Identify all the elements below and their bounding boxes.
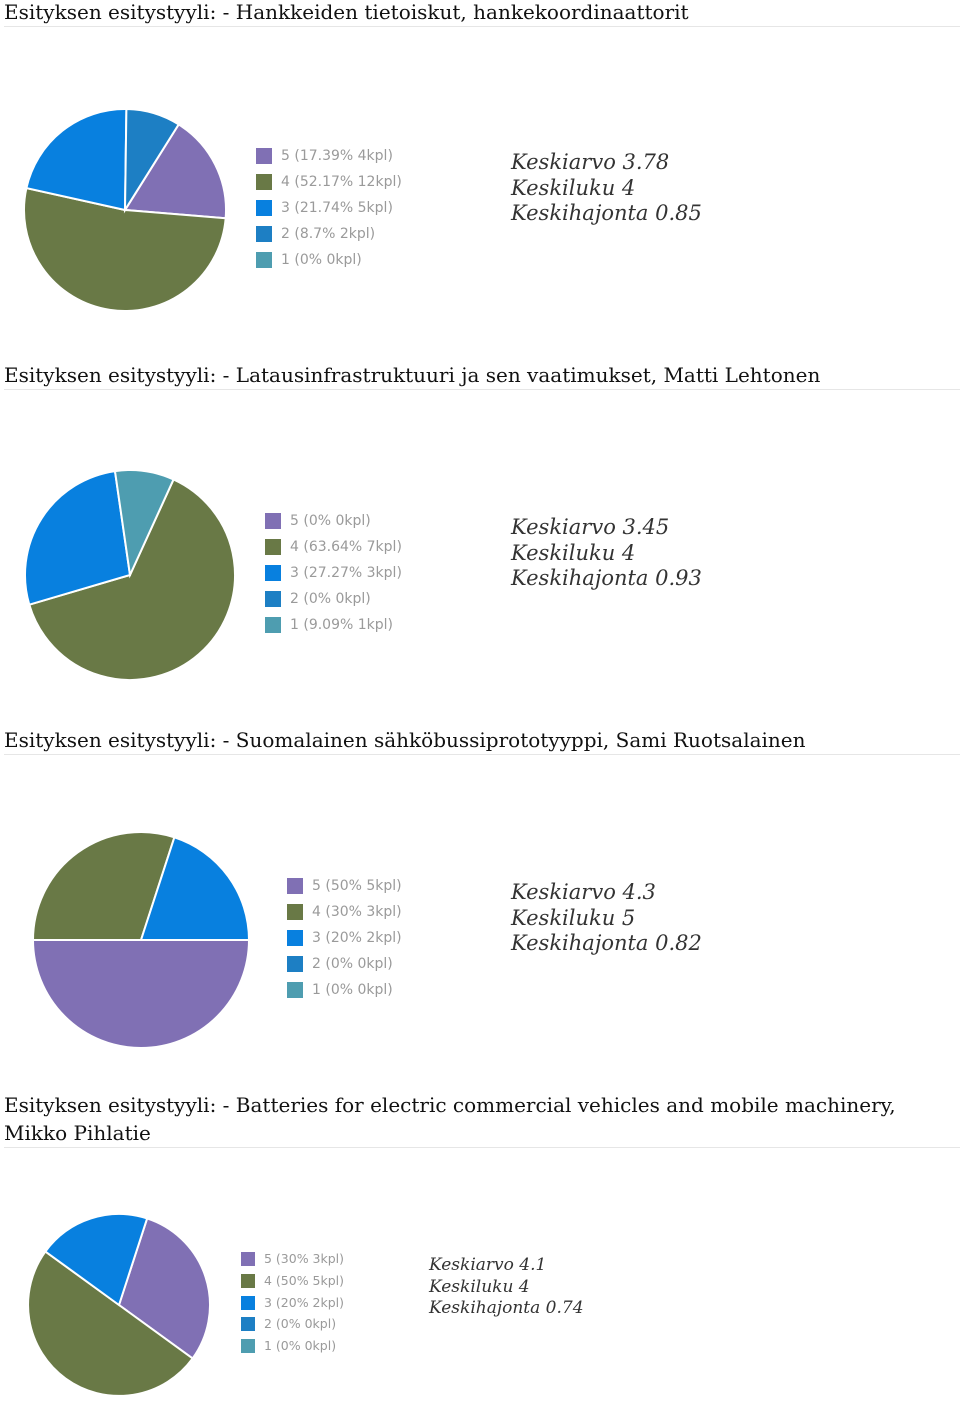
legend-label: 3 (20% 2kpl)	[312, 930, 402, 946]
legend-label: 3 (27.27% 3kpl)	[290, 565, 402, 581]
legend-label: 2 (0% 0kpl)	[312, 956, 393, 972]
legend-label: 2 (0% 0kpl)	[264, 1316, 337, 1332]
legend-label: 5 (30% 3kpl)	[264, 1251, 345, 1266]
stat-keskihajonta: Keskihajonta 0.82	[511, 931, 702, 955]
stat-keskiarvo: Keskiarvo 4.1	[429, 1255, 547, 1275]
section-title-3: Esityksen esitystyyli: - Suomalainen sähköbussiprototyyppi, Sami Ruotsalainen	[4, 726, 960, 755]
legend-label: 4 (52.17% 12kpl)	[281, 174, 402, 190]
stat-keskiarvo: Keskiarvo 3.78	[511, 150, 670, 174]
stats-4	[429, 1255, 584, 1320]
stat-keskihajonta: Keskihajonta 0.93	[511, 566, 702, 590]
legend-label: 5 (17.39% 4kpl)	[281, 148, 393, 164]
legend-label: 3 (21.74% 5kpl)	[281, 200, 393, 216]
stat-keskiluku: Keskiluku 5	[511, 905, 636, 930]
legend-swatch	[241, 1274, 255, 1288]
legend-swatch	[241, 1252, 255, 1266]
legend-label: 4 (30% 3kpl)	[312, 904, 402, 920]
legend-label: 1 (0% 0kpl)	[264, 1338, 337, 1354]
stat-keskihajonta: Keskihajonta 0.85	[511, 201, 702, 225]
legend-swatch	[241, 1317, 255, 1331]
legend-label: 1 (0% 0kpl)	[312, 982, 393, 998]
legend-label: 4 (63.64% 7kpl)	[290, 539, 402, 555]
section-title-4: Esityksen esitystyyli: - Batteries for electric commercial vehicles and mobile machinery, Mikko Pihlatie	[4, 1091, 960, 1148]
legend-label: 3 (20% 2kpl)	[264, 1294, 345, 1310]
legend-swatch	[241, 1339, 255, 1353]
stat-keskiluku: Keskiluku 4	[511, 540, 636, 565]
legend-label: 5 (50% 5kpl)	[312, 878, 402, 894]
legend-swatch	[241, 1296, 255, 1310]
stat-keskiarvo: Keskiarvo 3.45	[511, 515, 670, 539]
stat-keskiarvo: Keskiarvo 4.3	[511, 880, 656, 904]
legend-label: 1 (0% 0kpl)	[281, 252, 362, 268]
legend-label: 1 (9.09% 1kpl)	[290, 617, 393, 633]
stat-keskiluku: Keskiluku 4	[511, 175, 636, 200]
section-title-2: Esityksen esitystyyli: - Latausinfrastruktuuri ja sen vaatimukset, Matti Lehtonen	[4, 361, 960, 390]
section-title-1: Esityksen esitystyyli: - Hankkeiden tietoiskut, hankekoordinaattorit	[4, 0, 960, 27]
stat-keskiluku: Keskiluku 4	[429, 1276, 530, 1297]
legend-label: 2 (8.7% 2kpl)	[281, 226, 376, 242]
stat-keskihajonta: Keskihajonta 0.74	[429, 1298, 584, 1318]
legend-label: 4 (50% 5kpl)	[264, 1272, 345, 1288]
legend-label: 2 (0% 0kpl)	[290, 591, 371, 607]
legend-label: 5 (0% 0kpl)	[290, 513, 371, 529]
